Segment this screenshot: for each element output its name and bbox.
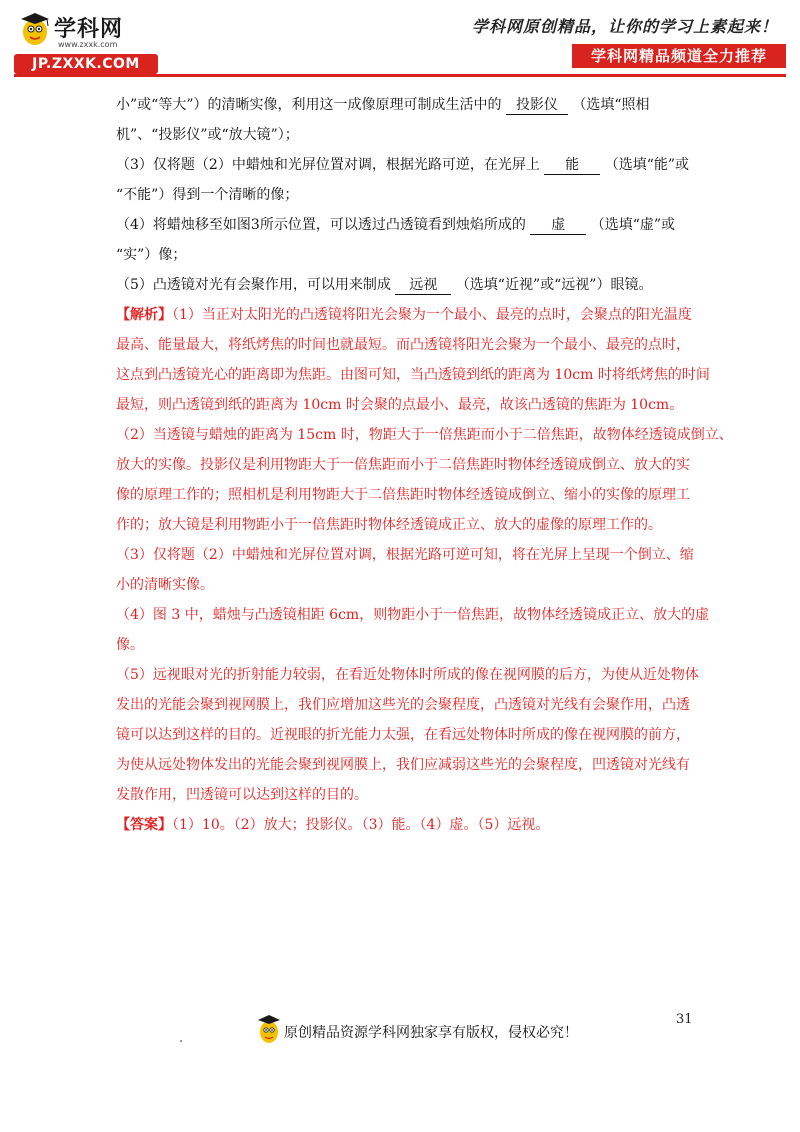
analysis-line: 像。 <box>116 637 144 653</box>
question-text: （选填“照相 <box>572 97 650 113</box>
analysis-line: 镜可以达到这样的目的。近视眼的折光能力太强，在看远处物体时所成的像在视网膜的前方， <box>116 727 690 743</box>
header-slogan: 学科网原创精品，让你的学习上素起来！ <box>471 17 778 36</box>
logo-url[interactable]: JP.ZXXK.COM <box>14 54 158 74</box>
footer-dot <box>180 1040 182 1042</box>
logo-name: 学科网 <box>54 17 124 42</box>
analysis-text: （1）当正对太阳光的凸透镜将阳光会聚为一个最小、最亮的点时，会聚点的阳光温度 <box>172 307 692 323</box>
analysis-line: （2）当透镜与蜡烛的距离为 15cm 时，物距大于一倍焦距而小于二倍焦距，故物体经透镜成倒立、 <box>116 427 733 443</box>
answer-text: （1）10。（2）放大；投影仪。（3）能。（4）虚。（5）远视。 <box>172 817 550 833</box>
analysis-line: 为使从远处物体发出的光能会聚到视网膜上，我们应减弱这些光的会聚程度，凹透镜对光线有 <box>116 757 690 773</box>
analysis-line: 发出的光能会聚到视网膜上，我们应增加这些光的会聚程度，凸透镜对光线有会聚作用，凸透 <box>116 697 690 713</box>
analysis-line: 发散作用，凹透镜可以达到这样的目的。 <box>116 787 368 803</box>
analysis-tag: 【解析】 <box>116 307 172 323</box>
analysis-line <box>116 300 716 330</box>
analysis-line: （4）图 3 中，蜡烛与凸透镜相距 6cm，则物距小于一倍焦距，故物体经透镜成正立、放大的虚 <box>116 607 710 623</box>
question-2-line <box>116 90 716 120</box>
analysis-line: 最短，则凸透镜到纸的距离为 10cm 时会聚的点最小、最亮，故该凸透镜的焦距为 10cm。 <box>116 397 684 413</box>
site-logo <box>14 8 164 72</box>
analysis-line: 放大的实像。投影仪是利用物距大于一倍焦距而小于二倍焦距时物体经透镜成倒立、放大的实 <box>116 457 690 473</box>
question-text: （选填“能”或 <box>604 157 690 173</box>
question-5-line <box>116 270 716 300</box>
question-4-line <box>116 210 716 240</box>
logo-subtitle: www.zxxk.com <box>58 40 118 49</box>
question-3-line <box>116 150 716 180</box>
question-text: （选填“近视”或“远视”）眼镜。 <box>455 277 653 293</box>
answer-line <box>116 810 716 840</box>
document-body <box>116 90 733 840</box>
answer-blank-4: 虚 <box>530 216 586 235</box>
header-banner: 学科网精品频道全力推荐 <box>572 44 786 68</box>
mascot-icon <box>256 1012 282 1046</box>
answer-blank-3: 能 <box>544 156 600 175</box>
footer-copyright: 原创精品资源学科网独家享有版权，侵权必究！ <box>284 1025 578 1041</box>
answer-tag: 【答案】 <box>116 817 172 833</box>
page-number: 31 <box>676 1012 693 1027</box>
analysis-line: 小的清晰实像。 <box>116 577 214 593</box>
analysis-line: （5）远视眼对光的折射能力较弱，在看近处物体时所成的像在视网膜的后方，为使从近处物体 <box>116 667 699 683</box>
question-3-line: “不能”）得到一个清晰的像； <box>116 187 299 203</box>
analysis-line: 最高、能量最大，将纸烤焦的时间也就最短。而凸透镜将阳光会聚为一个最小、最亮的点时， <box>116 337 690 353</box>
analysis-line: 像的原理工作的；照相机是利用物距大于二倍焦距时物体经透镜成倒立、缩小的实像的原理工 <box>116 487 690 503</box>
question-2-line: 机”、“投影仪”或“放大镜”）； <box>116 127 299 143</box>
question-text: （选填“虚”或 <box>590 217 676 233</box>
question-text: 小”或“等大”）的清晰实像，利用这一成像原理可制成生活中的 <box>116 97 502 113</box>
analysis-line: 这点到凸透镜光心的距离即为焦距。由图可知，当凸透镜到纸的距离为 10cm 时将纸烤焦的时间 <box>116 367 710 383</box>
answer-blank-5: 远视 <box>395 276 451 295</box>
question-text: （5）凸透镜对光有会聚作用，可以用来制成 <box>116 277 391 293</box>
analysis-line: （3）仅将题（2）中蜡烛和光屏位置对调，根据光路可逆可知，将在光屏上呈现一个倒立、缩 <box>116 547 694 563</box>
question-text: （3）仅将题（2）中蜡烛和光屏位置对调，根据光路可逆，在光屏上 <box>116 157 540 173</box>
answer-blank-2: 投影仪 <box>506 96 568 115</box>
header-divider <box>14 74 786 77</box>
mascot-icon <box>18 10 52 48</box>
question-4-line: “实”）像； <box>116 247 187 263</box>
question-text: （4）将蜡烛移至如图3所示位置，可以透过凸透镜看到烛焰所成的 <box>116 217 526 233</box>
analysis-line: 作的；放大镜是利用物距小于一倍焦距时物体经透镜成正立、放大的虚像的原理工作的。 <box>116 517 662 533</box>
